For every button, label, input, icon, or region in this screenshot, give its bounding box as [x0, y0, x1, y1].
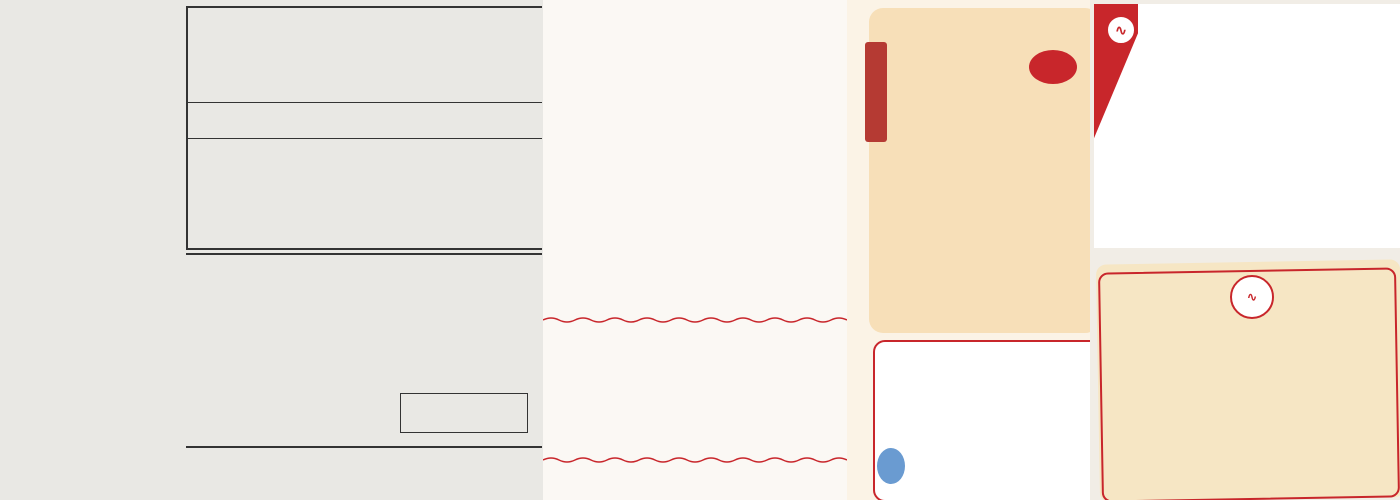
preference-menu-page — [1094, 4, 1400, 248]
rib-plate — [198, 187, 288, 212]
rib-combo — [298, 187, 390, 212]
mimosa-flight-badge — [1029, 50, 1077, 84]
wavy-divider-bottom — [543, 456, 847, 464]
preference-menu-photo — [1090, 0, 1400, 500]
bbq-plates-box — [186, 6, 542, 250]
placemat-logo: ∿ — [1230, 275, 1274, 319]
gluten-free-menu — [543, 0, 847, 500]
coffee-box — [873, 340, 1090, 500]
ruby-slipper-logo: ∿ — [1106, 15, 1136, 45]
bbq-menu-photo — [0, 0, 543, 500]
catfish-all-you-can-eat-box — [400, 393, 528, 433]
french-truck-logo — [877, 448, 905, 484]
wavy-divider-top — [543, 316, 847, 324]
cocktails-band — [865, 42, 887, 142]
ribs-divider — [186, 138, 542, 139]
ribs-only — [408, 187, 508, 200]
meat-choices-divider — [186, 102, 542, 103]
wings-divider — [186, 446, 542, 448]
cocktails-menu — [847, 0, 1090, 500]
chicken-section-divider — [186, 253, 542, 255]
